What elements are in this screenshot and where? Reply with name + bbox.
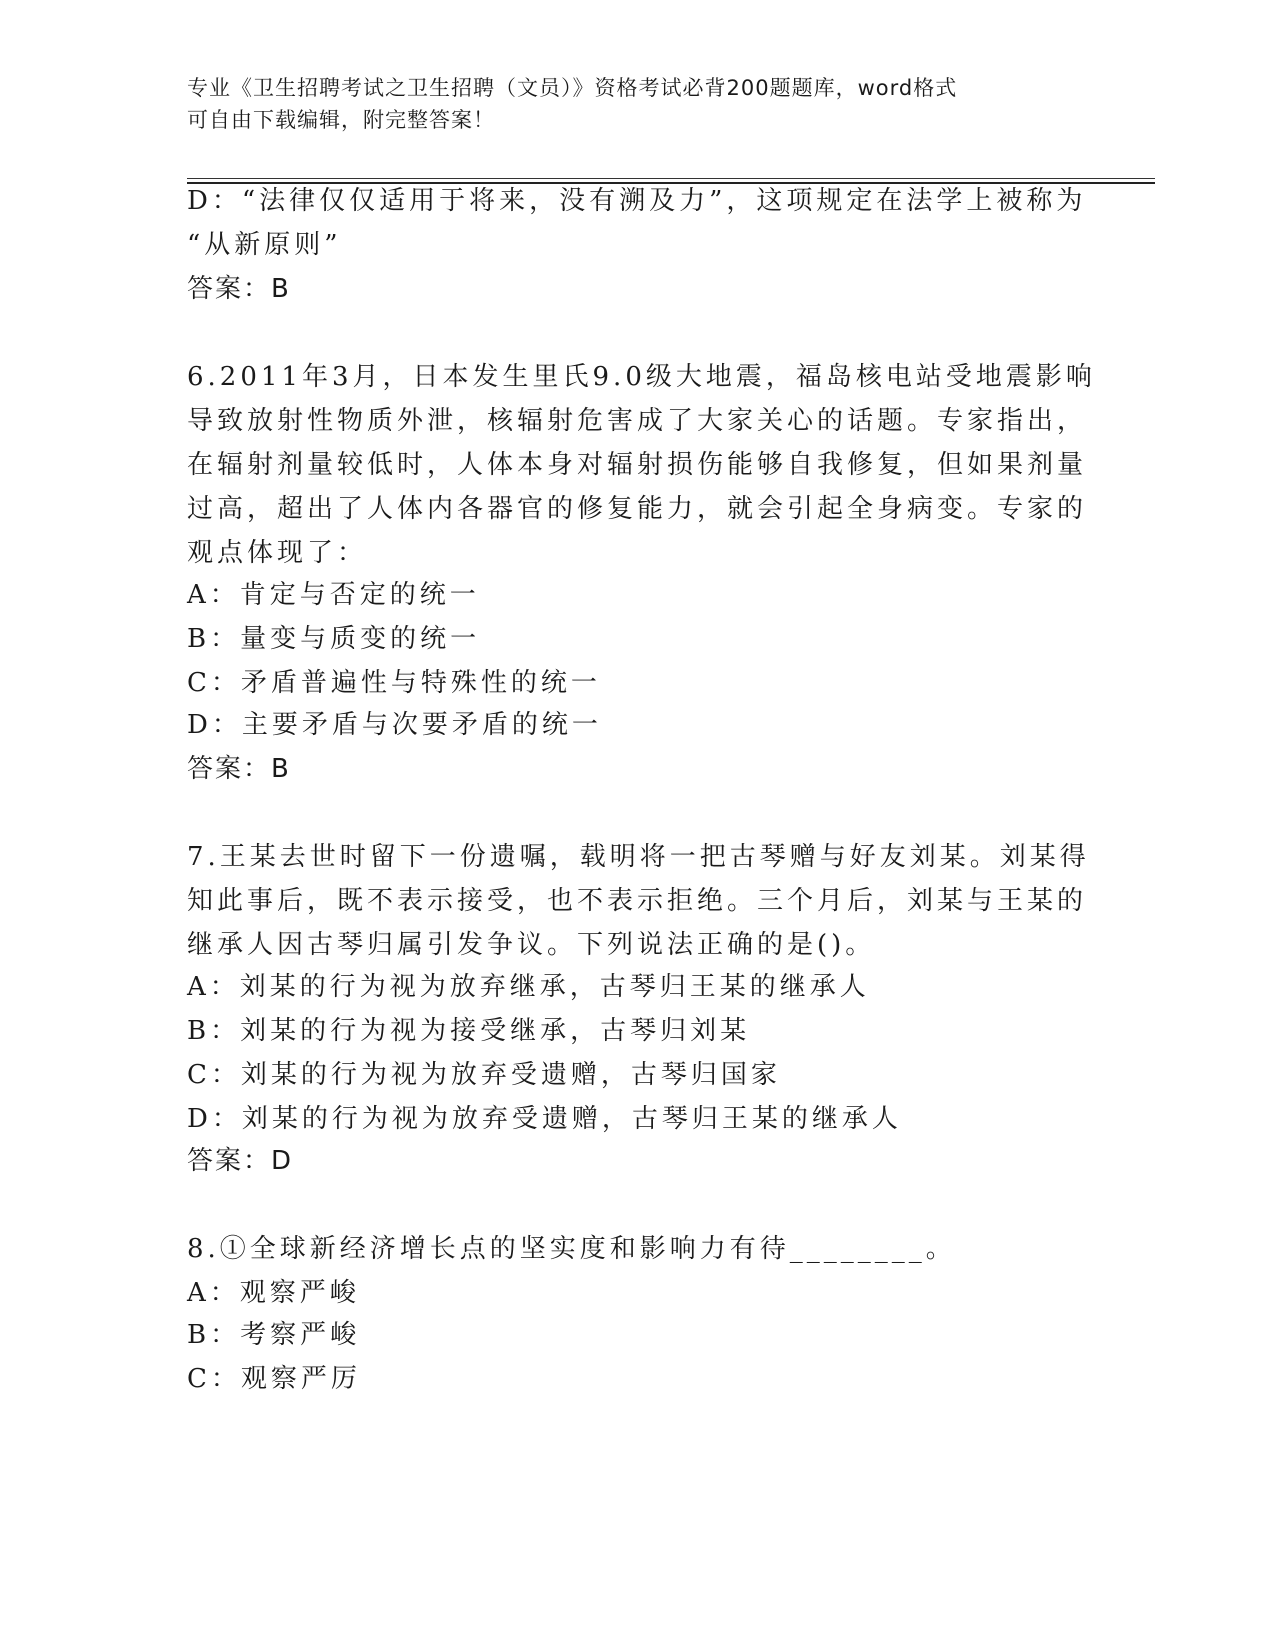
q6-option-a: A：肯定与否定的统一 bbox=[187, 580, 480, 610]
q7-option-b: B：刘某的行为视为接受继承，古琴归刘某 bbox=[187, 1016, 751, 1046]
document-header bbox=[187, 72, 1087, 136]
q7-option-d: D：刘某的行为视为放弃受遗赠，古琴归王某的继承人 bbox=[187, 1104, 902, 1134]
header-line-2: 可自由下载编辑，附完整答案！ bbox=[187, 108, 495, 132]
q6-option-d: D：主要矛盾与次要矛盾的统一 bbox=[187, 710, 602, 740]
q6-stem-line: 6.2011年3月，日本发生里氏9.0级大地震，福岛核电站受地震影响 bbox=[187, 362, 1096, 392]
q6-answer: 答案：B bbox=[187, 754, 291, 784]
q5-option-d-line-2: “从新原则” bbox=[187, 230, 342, 260]
q7-option-c: C：刘某的行为视为放弃受遗赠，古琴归国家 bbox=[187, 1060, 781, 1090]
q6-stem-line: 导致放射性物质外泄，核辐射危害成了大家关心的话题。专家指出， bbox=[187, 406, 1088, 436]
q6-stem-line: 过高，超出了人体内各器官的修复能力，就会引起全身病变。专家的 bbox=[187, 494, 1088, 524]
q5-answer: 答案：B bbox=[187, 274, 291, 304]
q6-stem-line: 在辐射剂量较低时，人体本身对辐射损伤能够自我修复，但如果剂量 bbox=[187, 450, 1088, 480]
q6-option-c: C：矛盾普遍性与特殊性的统一 bbox=[187, 668, 601, 698]
q7-stem-line: 7.王某去世时留下一份遗嘱，载明将一把古琴赠与好友刘某。刘某得 bbox=[187, 842, 1090, 872]
header-line-1: 专业《卫生招聘考试之卫生招聘（文员）》资格考试必背200题题库，word格式 bbox=[187, 76, 958, 100]
q8-option-c: C：观察严厉 bbox=[187, 1364, 361, 1394]
q7-option-a: A：刘某的行为视为放弃继承，古琴归王某的继承人 bbox=[187, 972, 870, 1002]
q7-answer: 答案：D bbox=[187, 1146, 294, 1176]
q8-option-b: B：考察严峻 bbox=[187, 1320, 361, 1350]
q8-option-a: A：观察严峻 bbox=[187, 1278, 360, 1308]
q5-option-d-line-1: D：“法律仅仅适用于将来，没有溯及力”，这项规定在法学上被称为 bbox=[187, 186, 1087, 216]
q7-stem-line: 继承人因古琴归属引发争议。下列说法正确的是()。 bbox=[187, 930, 876, 960]
q7-stem-line: 知此事后，既不表示接受，也不表示拒绝。三个月后，刘某与王某的 bbox=[187, 886, 1088, 916]
q6-option-b: B：量变与质变的统一 bbox=[187, 624, 481, 654]
q6-stem-line: 观点体现了： bbox=[187, 538, 368, 568]
q8-stem-line: 8.①全球新经济增长点的坚实度和影响力有待________。 bbox=[187, 1234, 956, 1264]
